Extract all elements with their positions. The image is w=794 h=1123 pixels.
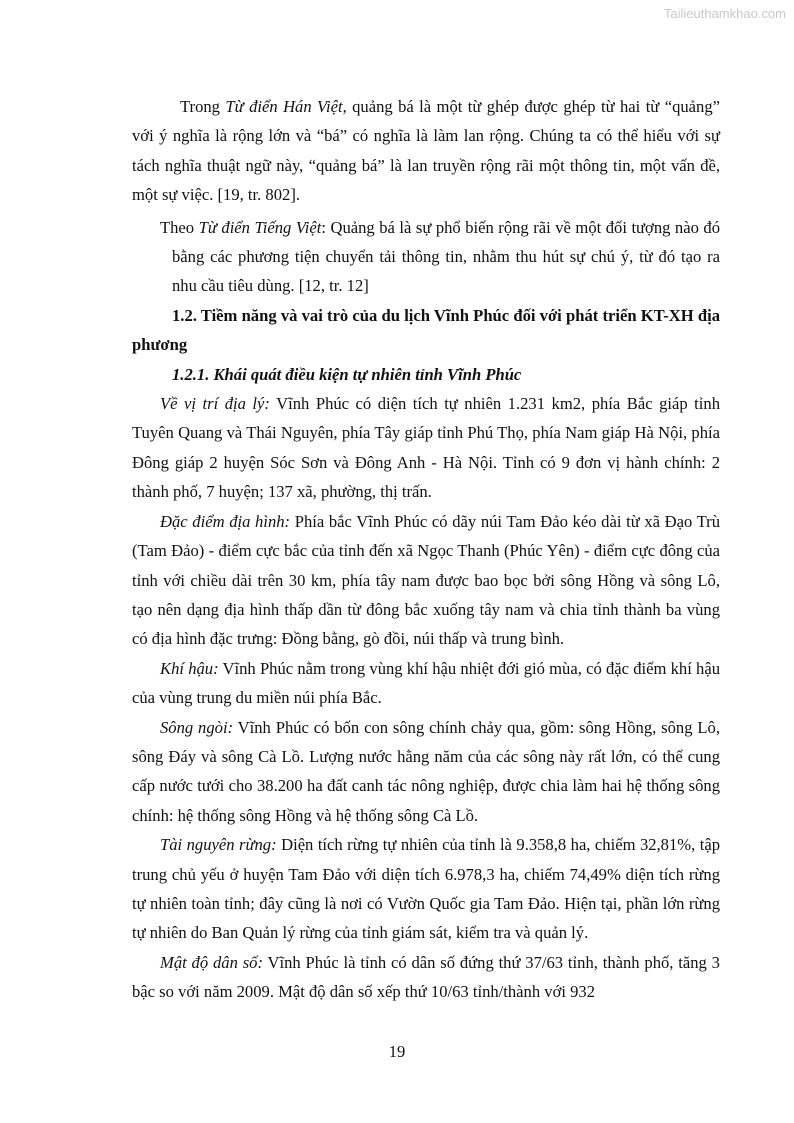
text: Vĩnh Phúc nằm trong vùng khí hậu nhiệt đới gió mùa, có đặc điểm khí hậu của vùng trung du miền núi phía Bắc. bbox=[132, 658, 720, 708]
paragraph-population-density bbox=[132, 948, 720, 1007]
paragraph-han-viet-dictionary bbox=[132, 92, 720, 210]
text: Vĩnh Phúc có bốn con sông chính chảy qua, gồm: sông Hồng, sông Lô, sông Đáy và sông Cà Lồ. Lượng nước hằng năm của các sông này rất lớn, có thể cung cấp nước tưới cho 38.200 ha đất canh tác nông nghiệp, được chia làm hai hệ thống sông chính: hệ thống sông Hồng và hệ thống sông Cà Lồ. bbox=[132, 717, 720, 825]
lead-label: Mật độ dân số: bbox=[160, 952, 263, 972]
page-number: 19 bbox=[388, 1042, 406, 1061]
lead-label: Đặc điểm địa hình: bbox=[160, 511, 291, 531]
paragraph-rivers bbox=[132, 713, 720, 831]
lead-label: Về vị trí địa lý: bbox=[160, 394, 270, 414]
document-body bbox=[132, 92, 720, 1007]
text: Vĩnh Phúc có diện tích tự nhiên 1.231 km2, phía Bắc giáp tỉnh Tuyên Quang và Thái Nguyên, phía Tây giáp tỉnh Phú Thọ, phía Nam giáp Hà Nội, phía Đông giáp 2 huyện Sóc Sơn và Đông Anh - Hà Nội. Tỉnh có 9 đơn vị hành chính: 2 thành phố, 7 huyện; 137 xã, phường, thị trấn. bbox=[132, 394, 720, 502]
paragraph-terrain bbox=[132, 507, 720, 654]
text: Theo bbox=[160, 217, 199, 237]
section-heading-1-2: 1.2. Tiềm năng và vai trò của du lịch Vĩnh Phúc đối với phát triển KT-XH địa phương bbox=[132, 305, 720, 355]
text: Diện tích rừng tự nhiên của tỉnh là 9.358,8 ha, chiếm 32,81%, tập trung chủ yếu ở huyện Tam Đảo với diện tích 6.978,3 ha, chiếm 74,49% diện tích rừng tự nhiên toàn tỉnh; đây cũng là nơi có Vườn Quốc gia Tam Đảo. Hiện tại, phần lớn rừng tự nhiên do Ban Quản lý rừng của tỉnh giám sát, kiểm tra và quản lý. bbox=[132, 835, 720, 943]
subsection-heading-1-2-1: 1.2.1. Khái quát điều kiện tự nhiên tỉnh Vĩnh Phúc bbox=[172, 364, 522, 384]
watermark: Tailieuthamkhao.com bbox=[663, 6, 786, 21]
text: : Quảng bá là sự phổ biến rộng rãi về một đối tượng nào đó bằng các phương tiện chuyển tải thông tin, nhằm thu hút sự chú ý, từ đó tạo ra nhu cầu tiêu dùng. [12, tr. 12] bbox=[172, 217, 720, 296]
text: , quảng bá là một từ ghép được ghép từ hai từ “quảng” với ý nghĩa là rộng lớn và “bá” có nghĩa là làm lan rộng. Chúng ta có thể hiểu với sự tách nghĩa thuật ngữ này, “quảng bá” là lan truyền rộng rãi một thông tin, một vấn đề, một sự việc. [19, tr. 802]. bbox=[132, 97, 720, 205]
lead-label: Sông ngòi: bbox=[160, 717, 234, 737]
book-title: Từ điển Hán Việt bbox=[225, 97, 343, 116]
paragraph-location bbox=[132, 389, 720, 507]
text: Phía bắc Vĩnh Phúc có dãy núi Tam Đảo kéo dài từ xã Đạo Trù (Tam Đảo) - điểm cực bắc của tỉnh đến xã Ngọc Thanh (Phúc Yên) - điểm cực đông của tỉnh với chiều dài trên 30 km, phía tây nam được bao bọc bởi sông Hồng và sông Lô, tạo nên dạng địa hình thấp dần từ đông bắc xuống tây nam và chia tỉnh thành ba vùng có địa hình đặc trưng: Đồng bằng, gò đồi, núi thấp và trung bình. bbox=[132, 511, 721, 649]
paragraph-climate bbox=[132, 654, 720, 713]
lead-label: Khí hậu: bbox=[160, 658, 219, 678]
lead-label: Tài nguyên rừng: bbox=[160, 835, 277, 855]
text: Trong bbox=[180, 97, 226, 116]
paragraph-forest bbox=[132, 830, 720, 948]
text: Vĩnh Phúc là tỉnh có dân số đứng thứ 37/63 tỉnh, thành phố, tăng 3 bậc so với năm 2009. Mật độ dân số xếp thứ 10/63 tỉnh/thành với 932 bbox=[132, 952, 720, 1002]
book-title: Từ điển Tiếng Việt bbox=[198, 217, 322, 237]
paragraph-vietnamese-dictionary bbox=[132, 213, 720, 301]
